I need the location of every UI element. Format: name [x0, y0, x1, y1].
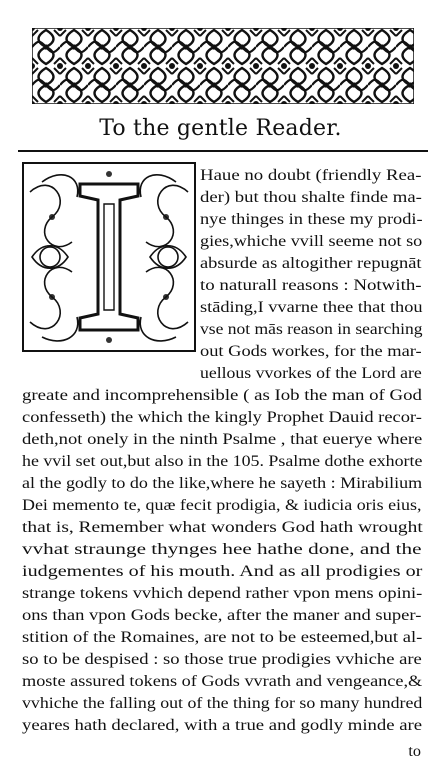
text-line: iudgementes of his mouth. And as all prodigies or — [22, 562, 423, 580]
catchword: to — [408, 742, 421, 760]
text-line: to naturall reasons : Notwith- — [200, 276, 422, 294]
text-line: Dei memento te, quæ fecit prodigia, & iudicia oris eius, — [22, 496, 422, 514]
text-line: out Gods workes, for the mar- — [200, 342, 422, 360]
text-line: Haue no doubt (friendly Rea- — [200, 166, 422, 184]
text-line: der) but thou shalte finde ma- — [200, 188, 422, 206]
page-heading: To the gentle Reader. — [99, 116, 342, 141]
text-line: that is, Remember what wonders God hath wrought — [22, 518, 423, 536]
heading-rule — [18, 150, 428, 152]
text-line: ons than vpon Gods becke, after the maner and super- — [22, 606, 422, 624]
text-line: greate and incomprehensible ( as Iob the man of God — [22, 386, 422, 404]
text-line: moste assured tokens of Gods vvrath and vengeance,& — [22, 672, 423, 690]
text-line: uellous vvorkes of the Lord are — [200, 364, 422, 382]
text-line: strange tokens vvhich depend rather vpon mens opini- — [22, 584, 423, 602]
text-line: vvhiche the falling out of the thing for so many hundred — [22, 694, 423, 712]
text-line: vvhat straunge thynges hee hathe done, and the — [22, 540, 422, 558]
text-line: so to be despised : so those true prodigies vvhiche are — [22, 650, 422, 668]
text-line: he vvil set out,but also in the 105. Psalme dothe exhorte — [22, 452, 423, 470]
text-line: gies,whiche vvill seeme not so — [200, 232, 423, 250]
decorated-initial-i — [22, 162, 196, 352]
text-line: stāding,I vvarne thee that thou — [200, 298, 423, 316]
text-line: deth,not onely in the ninth Psalme , that euerye where — [22, 430, 423, 448]
text-line: al the godly to do the like,where he sayeth : Mirabilium — [22, 474, 423, 492]
text-line: yeares hath declared, with a true and godly minde are — [22, 716, 423, 734]
text-line: nye thinges in these my prodi- — [200, 210, 423, 228]
text-line: confesseth) the which the kingly Prophet Dauid recor- — [22, 408, 422, 426]
text-line: stition of the Romaines, are not to be esteemed,but al- — [22, 628, 423, 646]
ornamental-border — [32, 28, 414, 104]
text-line: absurde as altogither repugnāt — [200, 254, 422, 272]
text-line: vse not mās reason in searching — [200, 320, 423, 338]
